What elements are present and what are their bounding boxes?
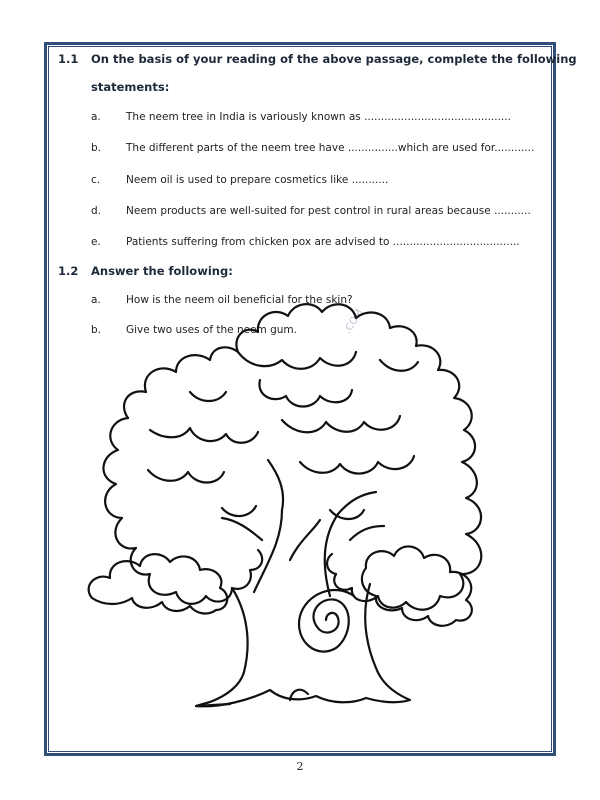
q1-item-d-text: Neem products are well-suited for pest control in rural areas because ...........: [126, 205, 531, 217]
question-1-1-number: 1.1: [58, 52, 79, 66]
q2-item-b-text: Give two uses of the neem gum.: [126, 324, 297, 336]
q1-item-c-letter: c.: [91, 174, 101, 186]
q1-item-d-letter: d.: [91, 205, 102, 217]
tree-canopy-outline: [124, 304, 481, 610]
q2-item-a-text: How is the neem oil beneficial for the skin?: [126, 294, 353, 306]
page-number: 2: [296, 760, 304, 773]
q1-item-e-letter: e.: [91, 236, 101, 248]
q1-item-a-text: The neem tree in India is variously known as ............................................: [126, 111, 511, 123]
watermark: .COM: [342, 307, 366, 336]
q2-item-a-letter: a.: [91, 294, 101, 306]
trunk-spiral: [299, 590, 354, 652]
q1-item-e-text: Patients suffering from chicken pox are advised to ......................................: [126, 236, 520, 248]
q2-item-b-letter: b.: [91, 324, 102, 336]
question-1-1-heading-line2: statements:: [91, 80, 170, 94]
q1-item-b-text: The different parts of the neem tree have ...............which are used for............: [126, 142, 535, 154]
question-1-1-heading-line1: On the basis of your reading of the above passage, complete the following: [91, 52, 577, 66]
q1-item-b-letter: b.: [91, 142, 102, 154]
q1-item-a-letter: a.: [91, 111, 101, 123]
question-1-2-heading: Answer the following:: [91, 264, 233, 278]
question-1-2-number: 1.2: [58, 264, 79, 278]
q1-item-c-text: Neem oil is used to prepare cosmetics like ...........: [126, 174, 389, 186]
tree-trunk: [196, 584, 410, 706]
